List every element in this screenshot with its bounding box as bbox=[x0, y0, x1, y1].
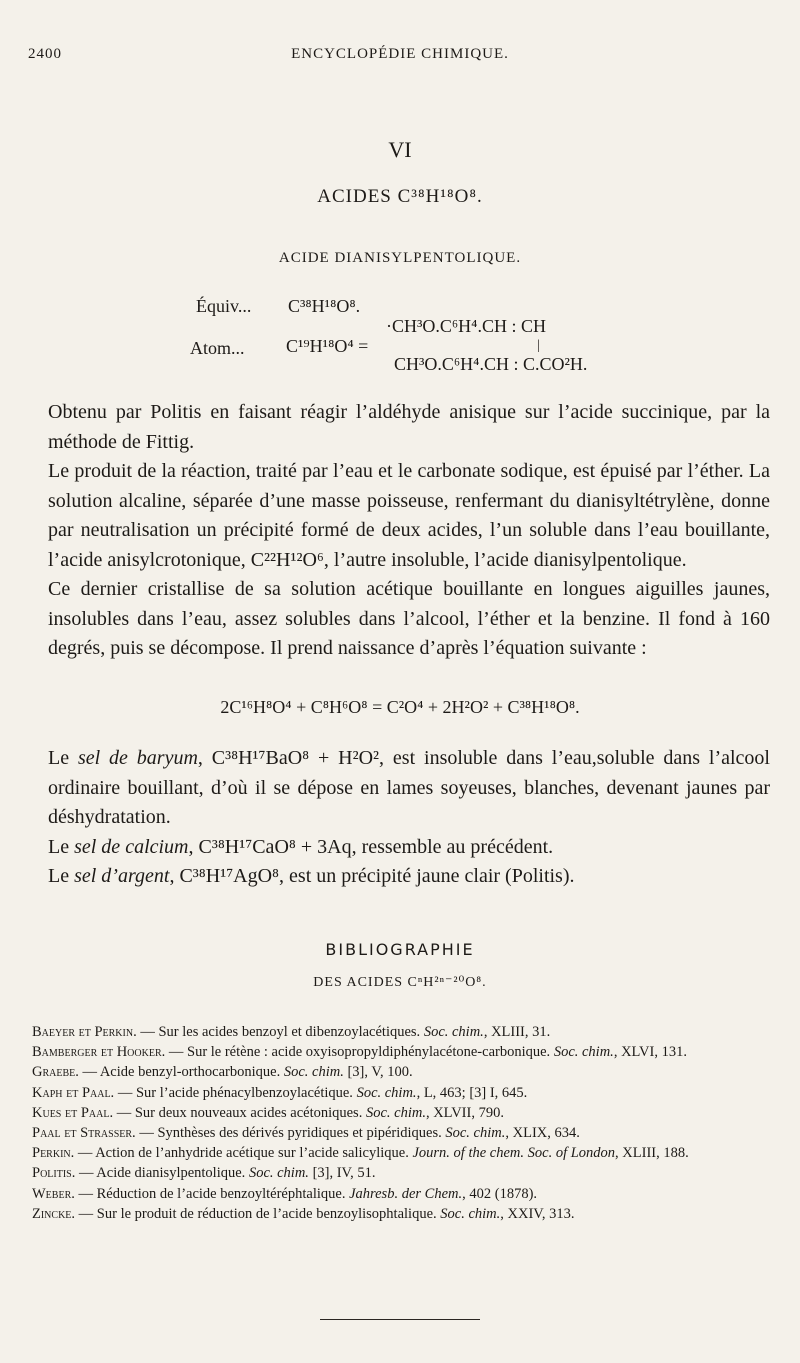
bib-reference: [3], V, 100. bbox=[343, 1064, 413, 1081]
bib-title: — Sur les acides benzoyl et dibenzoylacétiques. bbox=[136, 1024, 424, 1040]
section-number: VI bbox=[388, 137, 412, 162]
reaction-equation: 2C¹⁶H⁸O⁴ + C⁸H⁶O⁸ = C²O⁴ + 2H²O² + C³⁸H¹⁸O⁸. bbox=[220, 697, 580, 717]
equiv-formula: C³⁸H¹⁸O⁸. bbox=[288, 296, 361, 316]
bibliography-entry bbox=[32, 1083, 776, 1103]
bib-reference: , XLIII, 31. bbox=[483, 1024, 551, 1040]
paragraph-barium bbox=[48, 744, 770, 833]
bib-journal: Soc. chim. bbox=[553, 1044, 614, 1061]
bib-reference: , XXIV, 313. bbox=[500, 1205, 575, 1222]
paragraph-silver bbox=[48, 862, 770, 892]
bibliography-entry bbox=[32, 1143, 776, 1163]
bib-reference: [3], IV, 51. bbox=[308, 1165, 376, 1182]
bib-authors: Bamberger et Hooker. bbox=[32, 1044, 166, 1061]
bib-journal: Soc. chim. bbox=[283, 1064, 344, 1081]
main-text bbox=[48, 398, 770, 664]
compound-title: ACIDE DIANISYLPENTOLIQUE. bbox=[278, 250, 522, 266]
text-run: Le bbox=[48, 835, 75, 858]
bibliography-entry bbox=[32, 1103, 776, 1123]
bib-authors: Politis. bbox=[32, 1165, 76, 1182]
bibliography-entry bbox=[32, 1184, 776, 1204]
end-rule bbox=[320, 1319, 480, 1320]
running-header bbox=[28, 46, 772, 72]
structure-bottom: CH³O.C⁶H⁴.CH : C.CO²H. bbox=[394, 354, 588, 374]
bib-journal: Soc. chim. bbox=[440, 1205, 501, 1222]
bib-journal: Soc. chim. bbox=[248, 1165, 309, 1182]
bibliography-entry bbox=[32, 1022, 776, 1042]
bib-title: — Sur le rétène : acide oxyisopropyldiphénylacétone-carbonique. bbox=[165, 1044, 554, 1061]
bib-journal: Soc. chim. bbox=[356, 1084, 417, 1101]
paragraph-1: Obtenu par Politis en faisant réagir l’aldéhyde anisique sur l’acide succinique, par la méthode de Fittig. bbox=[48, 401, 770, 453]
atom-formula: C¹⁹H¹⁸O⁴ = bbox=[286, 336, 369, 356]
section-title: ACIDES C³⁸H¹⁸O⁸. bbox=[317, 186, 483, 207]
bib-title: — Acide benzyl-orthocarbonique. bbox=[78, 1064, 284, 1081]
text-run: , C³⁸H¹⁷CaO⁸ + 3Aq, ressemble au précédent. bbox=[188, 835, 554, 858]
bib-title: — Sur deux nouveaux acides acétoniques. bbox=[113, 1104, 366, 1121]
bib-title: — Action de l’anhydride acétique sur l’acide salicylique. bbox=[74, 1145, 413, 1162]
bib-authors: Weber. bbox=[32, 1185, 75, 1202]
text-run: Le bbox=[48, 865, 75, 887]
paragraph-3: Ce dernier cristallise de sa solution acétique bouillante en longues aiguilles jaunes, insolubles dans l’eau, assez solubles dans l’alcool, l’éther et la benzine. Il fond à 160 degrés, puis se décompose. Il prend naissance d’après l’équation suivante : bbox=[48, 578, 770, 659]
paragraph-calcium bbox=[48, 833, 770, 863]
bib-authors: Baeyer et Perkin. bbox=[32, 1024, 137, 1040]
text-run: Le bbox=[48, 747, 78, 769]
atom-label: Atom... bbox=[190, 338, 245, 358]
bibliography-entry bbox=[32, 1042, 776, 1062]
bib-journal: Soc. chim. bbox=[365, 1104, 426, 1121]
text-run: , C³⁸H¹⁷AgO⁸, est un précipité jaune clair (Politis). bbox=[169, 865, 575, 887]
bib-reference: , XLVII, 790. bbox=[425, 1104, 504, 1121]
structure-top: ·CH³O.C⁶H⁴.CH : CH bbox=[386, 316, 546, 336]
paragraph-2: Le produit de la réaction, traité par l’eau et le carbonate sodique, est épuisé par l’éther. La solution alcaline, séparée d’une masse poisseuse, renfermant du dianisyltétrylène, donne par neutralisation un précipité formé de deux acides, l’un soluble dans l’eau bouillante, l’acide anisylcrotonique, C²²H¹²O⁶, l’autre insoluble, l’acide dianisylpentolique. bbox=[48, 460, 770, 571]
bib-journal: Soc. chim. bbox=[423, 1024, 484, 1040]
bibliography-subheading: DES ACIDES CⁿH²ⁿ⁻²⁰O⁸. bbox=[313, 975, 487, 990]
bibliography-entry bbox=[32, 1123, 776, 1143]
running-title: ENCYCLOPÉDIE CHIMIQUE. bbox=[291, 46, 509, 62]
bib-authors: Kues et Paal. bbox=[32, 1104, 114, 1121]
term-calcium: sel de calcium bbox=[74, 835, 189, 858]
text-run: , C³⁸H¹⁷BaO⁸ + H²O², est insoluble dans l’eau,soluble dans l’alcool ordinaire bouillant, d’où il se dépose en lames soyeuses, blanches, devenant jaunes par déshydratation. bbox=[48, 747, 770, 828]
bib-title: — Sur le produit de réduction de l’acide benzoylisophtalique. bbox=[75, 1205, 441, 1222]
bib-journal: Soc. chim. bbox=[445, 1125, 506, 1142]
bib-journal: Journ. of the chem. Soc. of London bbox=[412, 1145, 616, 1162]
bib-title: — Réduction de l’acide benzoyltéréphtalique. bbox=[74, 1185, 350, 1202]
bib-authors: Graebe. bbox=[32, 1064, 79, 1081]
page-number: 2400 bbox=[28, 46, 62, 62]
bib-title: — Synthèses des dérivés pyridiques et pipéridiques. bbox=[135, 1125, 446, 1142]
structure-bond: | bbox=[537, 338, 540, 353]
bibliography-list bbox=[32, 1022, 776, 1224]
bib-reference: , XLIII, 188. bbox=[615, 1145, 689, 1162]
bibliography-entry bbox=[32, 1204, 776, 1224]
equiv-label: Équiv... bbox=[196, 296, 252, 316]
bib-reference: , XLIX, 634. bbox=[505, 1125, 580, 1142]
bib-reference: , L, 463; [3] I, 645. bbox=[416, 1084, 528, 1101]
term-silver: sel d’argent bbox=[74, 865, 170, 887]
bib-title: — Acide dianisylpentolique. bbox=[75, 1165, 249, 1182]
bib-authors: Paal et Strasser. bbox=[32, 1125, 136, 1142]
bib-title: — Sur l’acide phénacylbenzoylacétique. bbox=[114, 1084, 357, 1101]
bib-reference: , XLVI, 131. bbox=[613, 1044, 687, 1061]
bib-reference: , 402 (1878). bbox=[462, 1185, 538, 1202]
bib-authors: Perkin. bbox=[32, 1145, 75, 1162]
bibliography-entry bbox=[32, 1163, 776, 1183]
term-barium: sel de baryum bbox=[77, 747, 198, 769]
salts-text bbox=[48, 744, 770, 892]
bib-authors: Zincke. bbox=[32, 1205, 76, 1222]
bibliography-entry bbox=[32, 1062, 776, 1082]
bib-journal: Jahresb. der Chem. bbox=[349, 1185, 463, 1202]
bibliography-heading: BIBLIOGRAPHIE bbox=[325, 940, 475, 959]
bib-authors: Kaph et Paal. bbox=[32, 1084, 115, 1101]
